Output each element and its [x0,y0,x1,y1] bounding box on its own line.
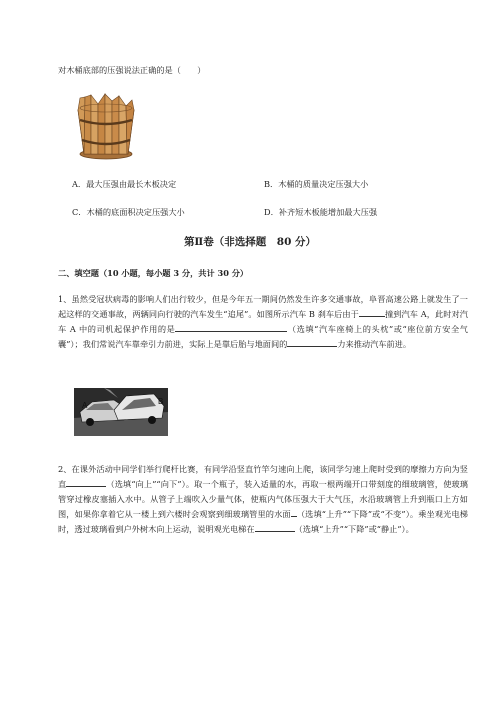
section-header: 二、填空题（10 小题，每小题 3 分，共计 30 分） [58,268,249,278]
option-b: B．木桶的质量决定压强大小 [264,179,369,189]
q1-text-4: 力来推动汽车前进。 [337,339,412,349]
q2-text-1: 2、在课外活动中同学们举行爬杆比赛，有同学沿竖直竹竿匀速向上爬，该同学匀速上爬时受到的摩擦力方向为竖直 [58,464,468,489]
part-title: 第Ⅱ卷（非选择题 80 分） [183,236,317,248]
q2-text-4: （选填“上升”“下降”或“静止”）。 [294,524,414,534]
q2-blank-1 [66,477,106,487]
q1-text-3: （选填“汽车座椅上的头枕”或“座位前方安全气囊”）；我们常说汽车靠牵引力前进，实际上是靠后胎与地面间的 [58,324,468,349]
q1-text-1: 1、虽然受冠状病毒的影响人们出行较少，但是今年五一期间仍然发生许多交通事故，阜晋高速公路上就发生了一起这样的交通事故，两辆同向行驶的汽车发生“追尾”。如图所示汽车 B 刹车后由于 [58,294,468,319]
q1-blank-3 [287,337,337,347]
q2-text-3: （选填“上升”“下降”或“不变”）。乘坐观光电梯时，透过玻璃看到户外树木向上运动，说明观光电梯在 [58,509,468,534]
option-d: D．补齐短木板能增加最大压强 [264,207,378,217]
wooden-bucket-image [70,92,142,160]
option-c: C．木桶的底面积决定压强大小 [72,207,185,217]
question-tail: 对木桶底部的压强说法正确的是（ ） [58,65,206,75]
question-2 [58,462,468,537]
car-b-label: B [158,397,164,406]
q1-blank-1 [359,307,385,317]
car-collision-image [74,388,168,436]
car-a-label: A [82,401,88,410]
q1-text-2: 撞到汽车 A，此时对汽车 A 中的司机起保护作用的是 [58,309,468,334]
q2-blank-3 [255,522,295,532]
question-1 [58,292,468,352]
option-a: A．最大压强由最长木板决定 [72,179,177,189]
q1-blank-2 [175,322,287,332]
q2-text-2: （选填“向上”“向下”）。取一个瓶子，装入适量的水，再取一根两端开口带刻度的细玻璃管，使玻璃管穿过橡皮塞插入水中。从管子上端吹入少量气体，使瓶内气体压强大于大气压，水沿玻璃管上升到瓶口上方如图，如果你拿着它从一楼上到六楼时会观察到细玻璃管里的水面 [58,479,468,519]
